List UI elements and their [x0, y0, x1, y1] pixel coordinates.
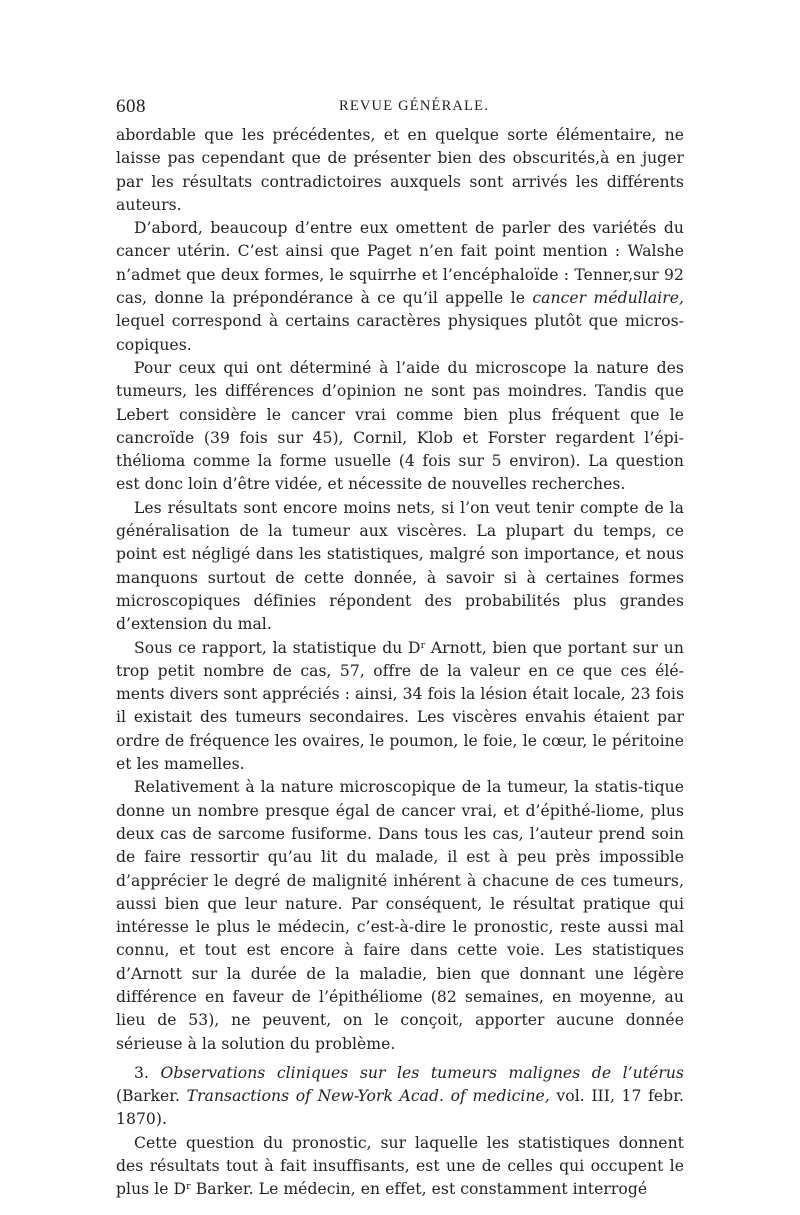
article-title: Observations cliniques sur les tumeurs malignes de l’utérus [160, 1063, 684, 1082]
paragraph-6: Relativement à la nature microscopique de la tumeur, la statis-tique donne un nombre presque égal de cancer vrai, et d’épithé-liome, plus deux cas de sarcome fusiforme. Dans tous les cas, l’auteur prend soin de faire ressortir qu’au lit du malade, il est à peu près impossible d’apprécier le degré de malignité inhérent à chacune de ces tumeurs, aussi bien que leur nature. Par conséquent, le résultat pratique qui intéresse le plus le médecin, c’est-à-dire le pronostic, reste aussi mal connu, et tout est encore à faire dans cette voie. Les statistiques d’Arnott sur la durée de la maladie, bien que donnant une légère différence en faveur de l’épithéliome (82 semaines, en moyenne, au lieu de 53), ne peuvent, on le conçoit, apporter aucune donnée sérieuse à la solution du problème. [116, 778, 684, 1053]
paragraph-2 [116, 217, 684, 357]
paragraph-8-text: Cette question du pronostic, sur laquelle les statistiques donnent des résultats tout à fait insuffisants, est une de celles qui occupent le plus le D [116, 1133, 684, 1199]
term-cancer-medullaire: cancer médullaire, [532, 289, 684, 308]
doctor-abbrev-superscript: r [420, 639, 426, 651]
paragraph-5 [116, 637, 684, 777]
body-text [116, 124, 684, 1202]
journal-reference: vol. III, 17 febr. 1870). [116, 1087, 684, 1129]
running-title: REVUE GÉNÉRALE. [338, 98, 490, 114]
paragraph-2-text: D’abord, beaucoup d’entre eux omettent de parler des variétés du cancer utérin. C’est ainsi que Paget n’en fait point mention : Walshe n’admet que deux formes, le squirrhe et l’encéphaloïde : Tenner,sur 92 cas, donne la prépondérance à ce qu’il appelle le [116, 219, 684, 308]
paragraph-1: abordable que les précédentes, et en quelque sorte élémentaire, ne laisse pas cependant que de présenter bien des obscurités,à en juger par les résultats contradictoires auxquels sont arrivés les différents auteurs. [116, 126, 684, 214]
paragraph-8-text-end: Barker. Le médecin, en effet, est constamment interrogé [195, 1180, 648, 1199]
journal-title: Transactions of New-York Acad. of medicine, [186, 1087, 550, 1106]
document-page [116, 96, 684, 1202]
paragraph-2-text-end: lequel correspond à certains caractères physiques plutôt que micros-copiques. [116, 312, 684, 354]
paragraph-3: Pour ceux qui ont déterminé à l’aide du microscope la nature des tumeurs, les différences d’opinion ne sont pas moindres. Tandis que Lebert considère le cancer vrai comme bien plus fréquent que le cancroïde (39 fois sur 45), Cornil, Klob et Forster regardent l’épi-thélioma comme la forme usuelle (4 fois sur 5 environ). La question est donc loin d’être vidée, et nécessite de nouvelles recherches. [116, 358, 684, 494]
running-header [116, 96, 684, 124]
section-3-heading [116, 1062, 684, 1132]
doctor-abbrev-superscript-2: r [186, 1181, 191, 1193]
section-number: 3. [134, 1063, 149, 1082]
page-number: 608 [116, 96, 146, 117]
paragraph-5-text: Sous ce rapport, la statistique du D [134, 638, 421, 657]
article-author: (Barker. [116, 1087, 181, 1106]
paragraph-8 [116, 1132, 684, 1202]
paragraph-5-text-end: Arnott, bien que portant sur un trop petit nombre de cas, 57, offre de la valeur en ce que ces élé-ments divers sont appréciés : ainsi, 34 fois la lésion était locale, 23 fois il existait des tumeurs secondaires. Les viscères envahis étaient par ordre de fréquence les ovaires, le poumon, le foie, le cœur, le péritoine et les mamelles. [116, 638, 684, 774]
paragraph-4: Les résultats sont encore moins nets, si l’on veut tenir compte de la généralisation de la tumeur aux viscères. La plupart du temps, ce point est négligé dans les statistiques, malgré son importance, et nous manquons surtout de cette donnée, à savoir si à certaines formes microscopiques définies répondent des probabilités plus grandes d’extension du mal. [116, 498, 684, 634]
